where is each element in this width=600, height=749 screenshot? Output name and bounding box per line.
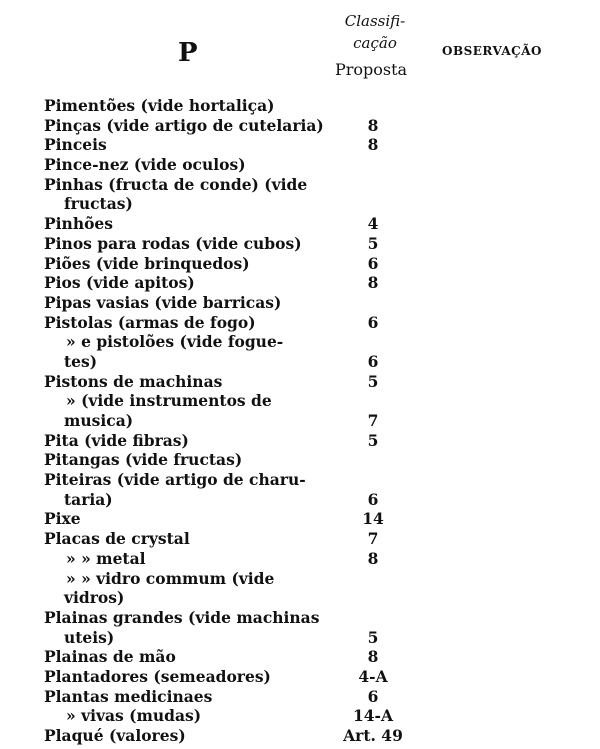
item-name: Plaqué (valores): [44, 726, 186, 745]
proposta-header: Proposta: [334, 60, 408, 79]
item-name: » » metal: [66, 548, 146, 568]
list-item: [0, 194, 600, 214]
list-item: [0, 116, 600, 136]
item-classification: 8: [367, 135, 379, 155]
item-classification: 8: [367, 273, 379, 293]
item-name: Pistolas (armas de fogo): [44, 312, 256, 332]
item-name: Pitangas (vide fructas): [44, 450, 243, 470]
item-name: Plantadores (semeadores): [44, 666, 271, 686]
list-item: [0, 391, 600, 411]
item-name: Pipas vasias (vide barricas): [44, 292, 282, 312]
item-name: Plantas medicinaes: [44, 686, 213, 706]
list-item: [0, 726, 600, 746]
item-classification: 6: [367, 351, 379, 371]
item-name: Pinhões: [44, 214, 114, 234]
list-item: [0, 687, 600, 707]
item-classification: 4-A: [358, 666, 388, 686]
list-item: [0, 372, 600, 392]
item-name: Pinos para rodas (vide cubos): [44, 233, 302, 253]
classification-line-2: cação: [353, 34, 397, 52]
item-name: uteis): [64, 627, 115, 647]
list-item: [0, 155, 600, 175]
tariff-list: [0, 96, 600, 746]
item-classification: 8: [367, 115, 379, 135]
list-item: [0, 588, 600, 608]
item-name: vidros): [64, 588, 125, 608]
item-name: taria): [64, 489, 113, 509]
list-item: [0, 706, 600, 726]
item-classification: 14-A: [352, 706, 394, 726]
list-item: [0, 450, 600, 470]
list-item: [0, 135, 600, 155]
list-item: [0, 667, 600, 687]
item-classification: 4: [367, 214, 379, 234]
item-name: » e pistolões (vide fogue-: [66, 332, 284, 352]
classification-header: [330, 10, 420, 54]
item-name: Placas de crystal: [44, 529, 190, 549]
list-item: [0, 509, 600, 529]
item-name: tes): [64, 351, 98, 371]
list-item: [0, 470, 600, 490]
item-name: Pita (vide fibras): [44, 430, 189, 450]
list-item: [0, 96, 600, 116]
item-classification: 14: [362, 509, 384, 529]
item-name: Pistons de machinas: [44, 371, 223, 391]
list-item: [0, 293, 600, 313]
item-classification: 5: [367, 371, 379, 391]
item-name: Pince-nez (vide oculos): [44, 155, 246, 175]
list-item: [0, 273, 600, 293]
item-name: Pios (vide apitos): [44, 273, 195, 293]
list-item: [0, 490, 600, 510]
list-item: [0, 332, 600, 352]
list-item: [0, 628, 600, 648]
list-item: [0, 175, 600, 195]
list-item: [0, 549, 600, 569]
item-name: Pinças (vide artigo de cutelaria): [44, 115, 324, 135]
item-classification: 7: [367, 529, 379, 549]
list-item: [0, 647, 600, 667]
item-name: Pinceis: [44, 135, 107, 155]
item-classification: 5: [367, 627, 379, 647]
item-name: » (vide instrumentos de: [66, 391, 272, 411]
item-name: Pinhas (fructa de conde) (vide: [44, 174, 308, 194]
item-classification: 5: [367, 233, 379, 253]
list-item: [0, 529, 600, 549]
item-name: Piões (vide brinquedos): [44, 253, 250, 273]
item-classification: 8: [367, 647, 379, 667]
list-item: [0, 254, 600, 274]
list-item: [0, 234, 600, 254]
item-name: Plainas grandes (vide machinas: [44, 607, 320, 627]
item-name: » vivas (mudas): [66, 706, 202, 726]
item-name: Pimentões (vide hortaliça): [44, 96, 275, 115]
list-item: [0, 569, 600, 589]
list-item: [0, 608, 600, 628]
item-classification: 8: [367, 548, 379, 568]
item-classification: 6: [367, 312, 379, 332]
observacao-header: OBSERVAÇÃO: [442, 44, 542, 58]
list-item: [0, 352, 600, 372]
list-item: [0, 431, 600, 451]
list-item: [0, 313, 600, 333]
section-letter: P: [178, 38, 199, 68]
item-name: Plainas de mão: [44, 647, 176, 667]
item-classification: 6: [367, 686, 379, 706]
item-classification: 7: [367, 411, 379, 430]
list-item: [0, 214, 600, 234]
list-item: [0, 411, 600, 431]
item-name: Piteiras (vide artigo de charu-: [44, 470, 306, 490]
item-name: Pixe: [44, 509, 81, 529]
item-name: fructas): [64, 194, 133, 214]
item-classification: 5: [367, 430, 379, 450]
item-classification: 6: [367, 253, 379, 273]
item-name: » » vidro commum (vide: [66, 568, 275, 588]
classification-line-1: Classifi-: [344, 12, 406, 30]
item-classification: 6: [367, 489, 379, 509]
item-classification: Art. 49: [343, 726, 403, 745]
item-name: musica): [64, 411, 134, 430]
